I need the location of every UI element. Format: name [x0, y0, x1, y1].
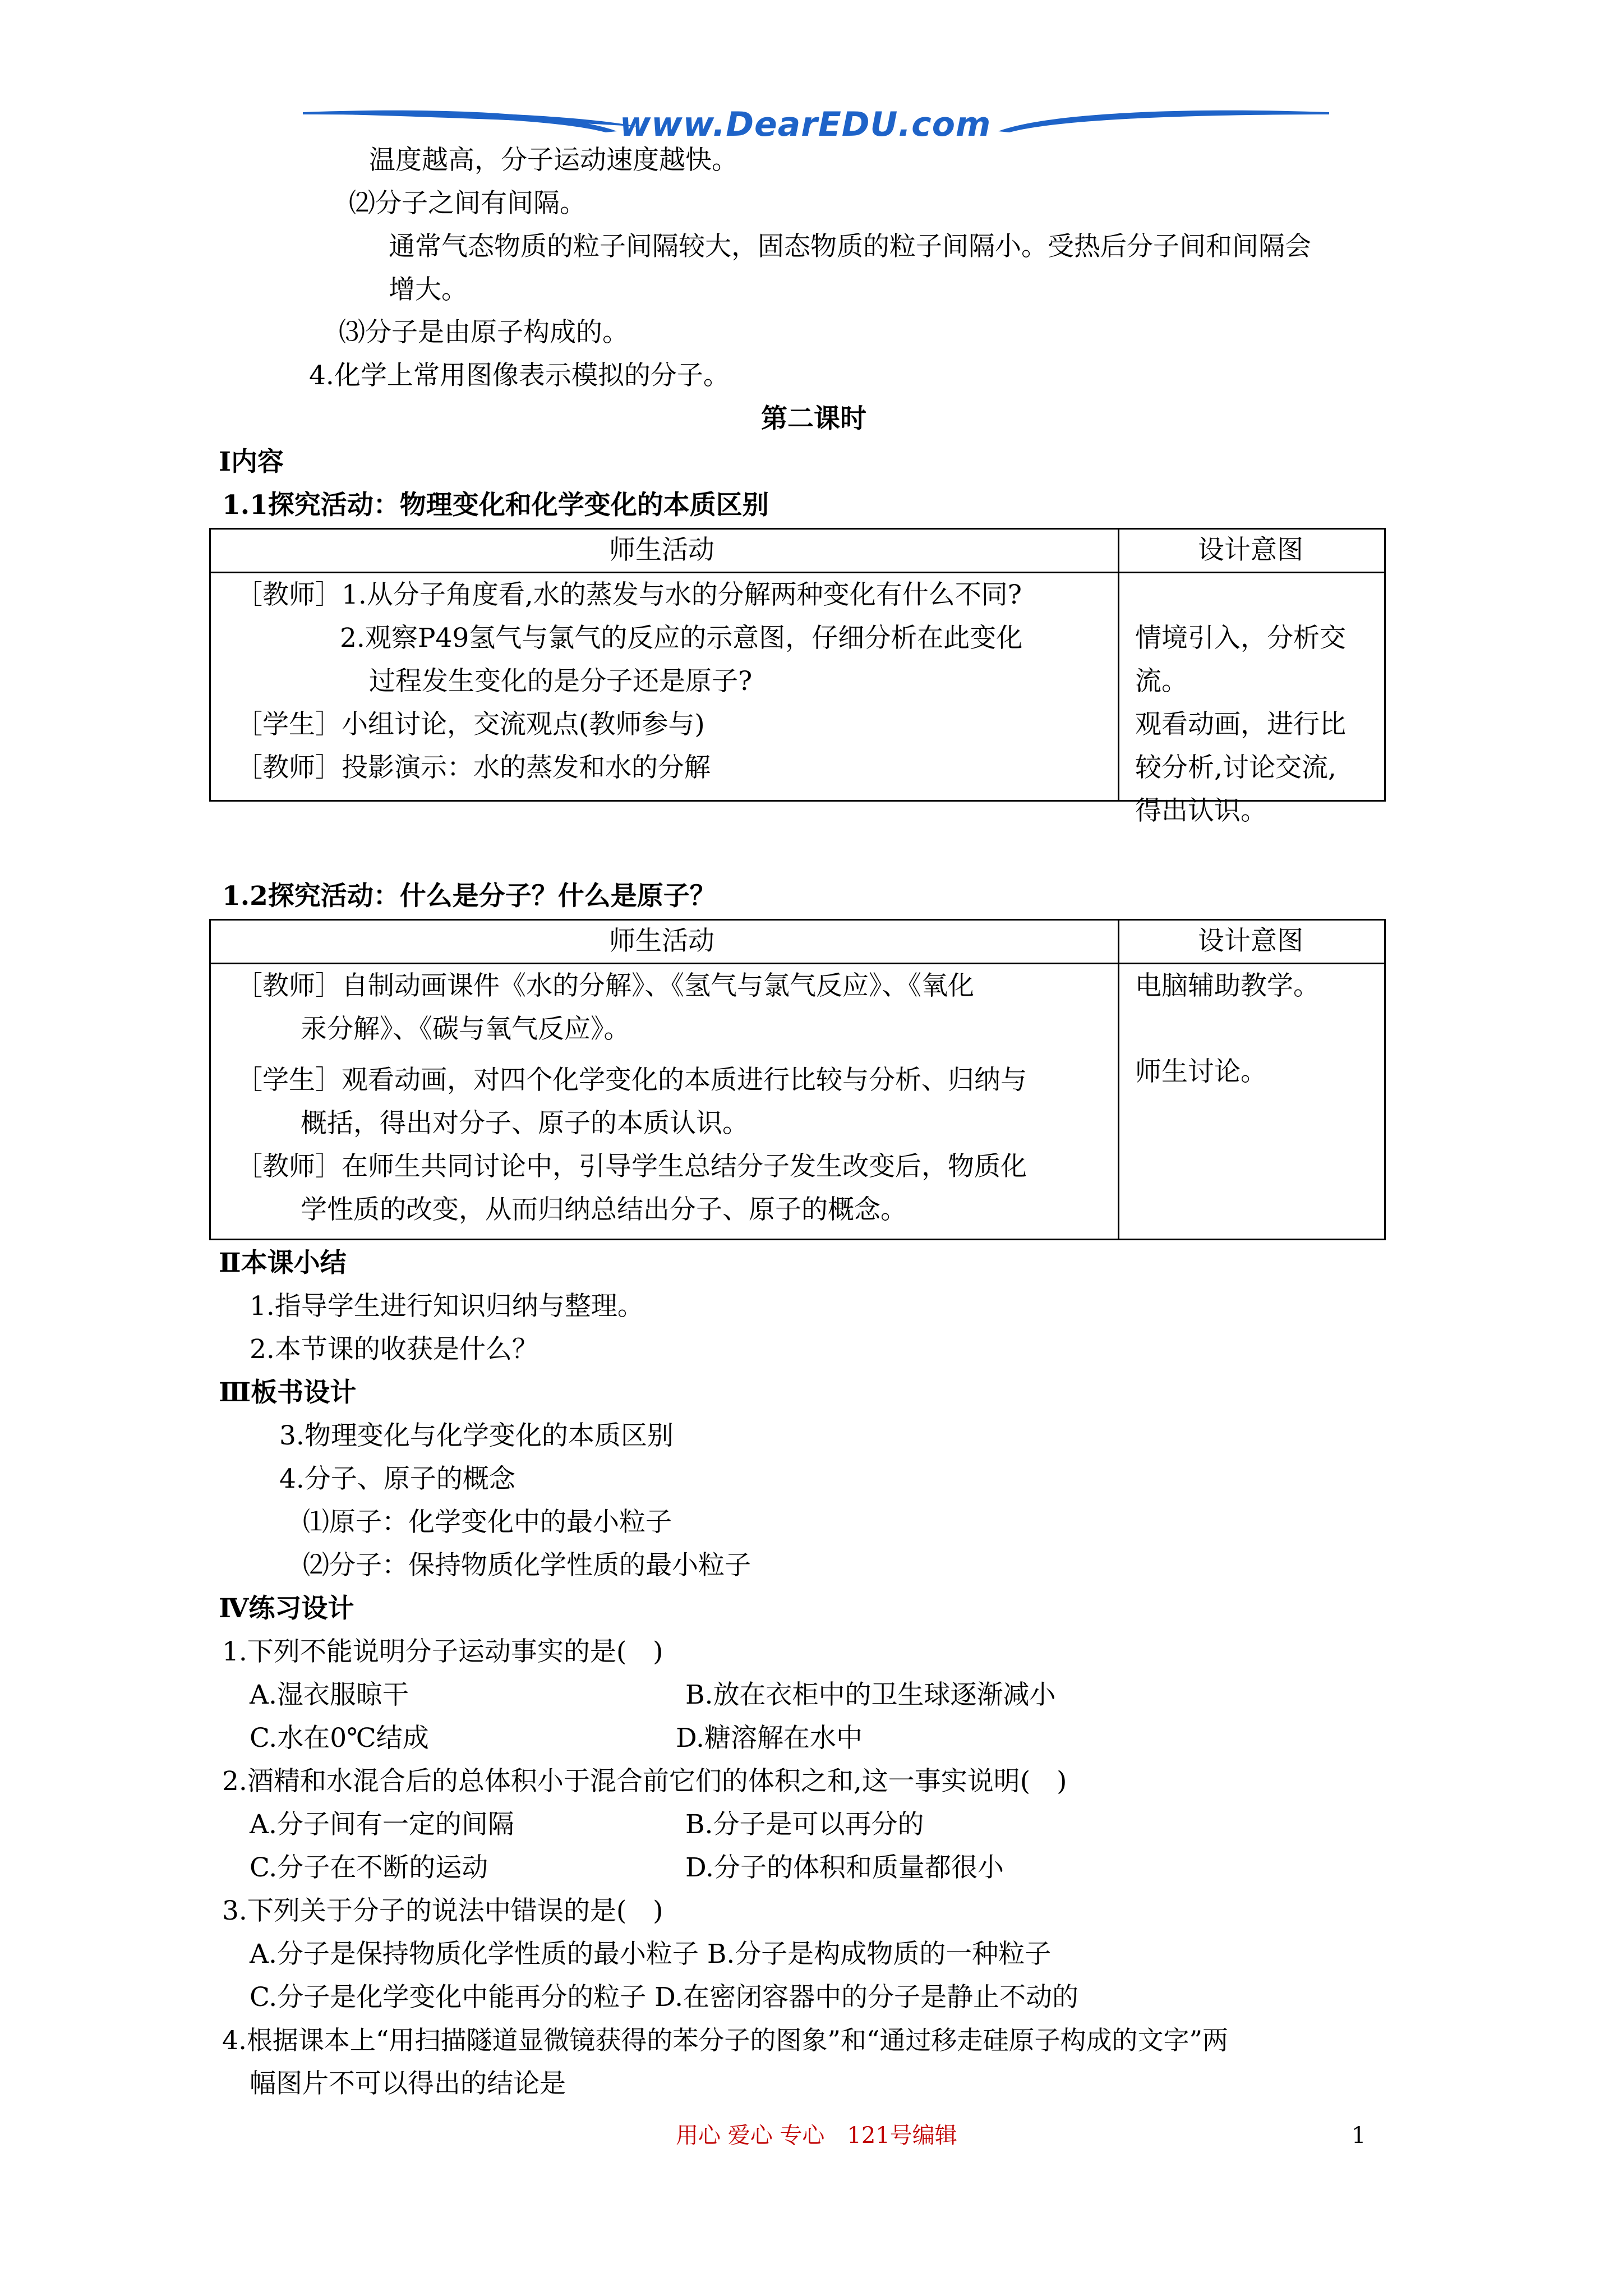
- board-item: ⑴原子：化学变化中的最小粒子: [303, 1507, 672, 1538]
- footer-text: 用心 爱心 专心 121号编辑: [676, 2123, 957, 2148]
- table-header-cell: 师生活动: [210, 529, 1119, 573]
- table-line: ［教师］1.从分子角度看,水的蒸发与水的分解两种变化有什么不同?: [236, 579, 1022, 610]
- table-cell-intent: [1119, 573, 1385, 826]
- question: 2.酒精和水混合后的总体积小于混合前它们的体积之和,这一事实说明( ): [222, 1766, 1067, 1797]
- subsection-heading: 1.1探究活动：物理变化和化学变化的本质区别: [222, 490, 769, 521]
- section-heading: Ⅱ本课小结: [219, 1248, 347, 1278]
- option: C.分子是化学变化中能再分的粒子 D.在密闭容器中的分子是静止不动的: [250, 1982, 1079, 2013]
- table-line: 得出认识。: [1135, 795, 1267, 826]
- subsection-heading: 1.2探究活动：什么是分子？什么是原子？: [222, 881, 716, 912]
- question: 4.根据课本上“用扫描隧道显微镜获得的苯分子的图象”和“通过移走硅原子构成的文字”两: [222, 2025, 1228, 2055]
- option: B.放在衣柜中的卫生球逐渐减小: [685, 1680, 1056, 1710]
- option: C.水在0℃结成: [250, 1723, 429, 1754]
- table-header-cell: 设计意图: [1119, 529, 1385, 573]
- table-line: 汞分解》、《碳与氧气反应》。: [301, 1014, 630, 1045]
- option: A.分子是保持物质化学性质的最小粒子 B.分子是构成物质的一种粒子: [250, 1939, 1052, 1970]
- lesson-title: 第二课时: [761, 403, 866, 434]
- table-line: ［学生］观看动画，对四个化学变化的本质进行比较与分析、归纳与: [236, 1065, 1027, 1096]
- table-cell-activities: [210, 573, 1119, 801]
- option: B.分子是可以再分的: [685, 1809, 924, 1840]
- question: 1.下列不能说明分子运动事实的是( ): [222, 1636, 663, 1667]
- option: D.糖溶解在水中: [676, 1723, 863, 1754]
- board-item: ⑵分子：保持物质化学性质的最小粒子: [303, 1550, 751, 1581]
- body-line: ⑶分子是由原子构成的。: [339, 317, 629, 348]
- table-header-cell: 设计意图: [1119, 920, 1385, 964]
- table-header-cell: 师生活动: [210, 920, 1119, 964]
- table-line: 师生讨论。: [1135, 1056, 1267, 1087]
- table-line: ［教师］自制动画课件《水的分解》、《氢气与氯气反应》、《氧化: [236, 970, 974, 1001]
- activity-table-2: [209, 919, 1386, 1240]
- table-line: 概括，得出对分子、原子的本质认识。: [301, 1108, 749, 1139]
- body-line: 温度越高，分子运动速度越快。: [369, 145, 738, 176]
- board-item: 3.物理变化与化学变化的本质区别: [279, 1420, 674, 1451]
- summary-item: 1.指导学生进行知识归纳与整理。: [250, 1291, 644, 1322]
- question-continuation: 幅图片不可以得出的结论是: [250, 2068, 566, 2099]
- table-line: ［教师］在师生共同讨论中，引导学生总结分子发生改变后，物质化: [236, 1151, 1027, 1182]
- table-line: 较分析,讨论交流,: [1135, 752, 1336, 783]
- table-line: 学性质的改变，从而归纳总结出分子、原子的概念。: [301, 1194, 907, 1225]
- header-logo-text[interactable]: www.DearEDU.com: [620, 105, 992, 144]
- body-line: 增大。: [389, 274, 468, 305]
- body-line: 4.化学上常用图像表示模拟的分子。: [309, 360, 730, 391]
- table-line: 流。: [1135, 666, 1188, 697]
- question: 3.下列关于分子的说法中错误的是( ): [222, 1895, 663, 1926]
- table-line: 电脑辅助教学。: [1135, 970, 1320, 1001]
- table-line: 2.观察P49氢气与氯气的反应的示意图，仔细分析在此变化: [340, 623, 1023, 654]
- section-heading: Ⅳ练习设计: [219, 1593, 354, 1624]
- page-number: 1: [1352, 2123, 1366, 2148]
- board-item: 4.分子、原子的概念: [279, 1464, 515, 1494]
- table-line: ［学生］小组讨论，交流观点(教师参与): [236, 709, 705, 740]
- section-heading: Ⅲ板书设计: [219, 1377, 357, 1408]
- table-line: 情境引入，分析交: [1135, 623, 1346, 654]
- option: A.湿衣服晾干: [250, 1680, 409, 1710]
- activity-table-1: [209, 528, 1386, 826]
- body-line: 通常气态物质的粒子间隔较大，固态物质的粒子间隔小。受热后分子间和间隔会: [389, 231, 1311, 262]
- option: C.分子在不断的运动: [250, 1852, 488, 1883]
- table-cell-activities: [210, 964, 1119, 1240]
- table-cell-intent: [1119, 964, 1385, 1240]
- option: D.分子的体积和质量都很小: [685, 1852, 1004, 1883]
- summary-item: 2.本节课的收获是什么？: [250, 1334, 538, 1365]
- table-line: 过程发生变化的是分子还是原子?: [369, 666, 753, 697]
- body-line: ⑵分子之间有间隔。: [349, 188, 586, 219]
- table-line: 观看动画，进行比: [1135, 709, 1346, 740]
- table-line: ［教师］投影演示：水的蒸发和水的分解: [236, 752, 711, 783]
- section-heading: Ⅰ内容: [219, 447, 284, 477]
- option: A.分子间有一定的间隔: [250, 1809, 514, 1840]
